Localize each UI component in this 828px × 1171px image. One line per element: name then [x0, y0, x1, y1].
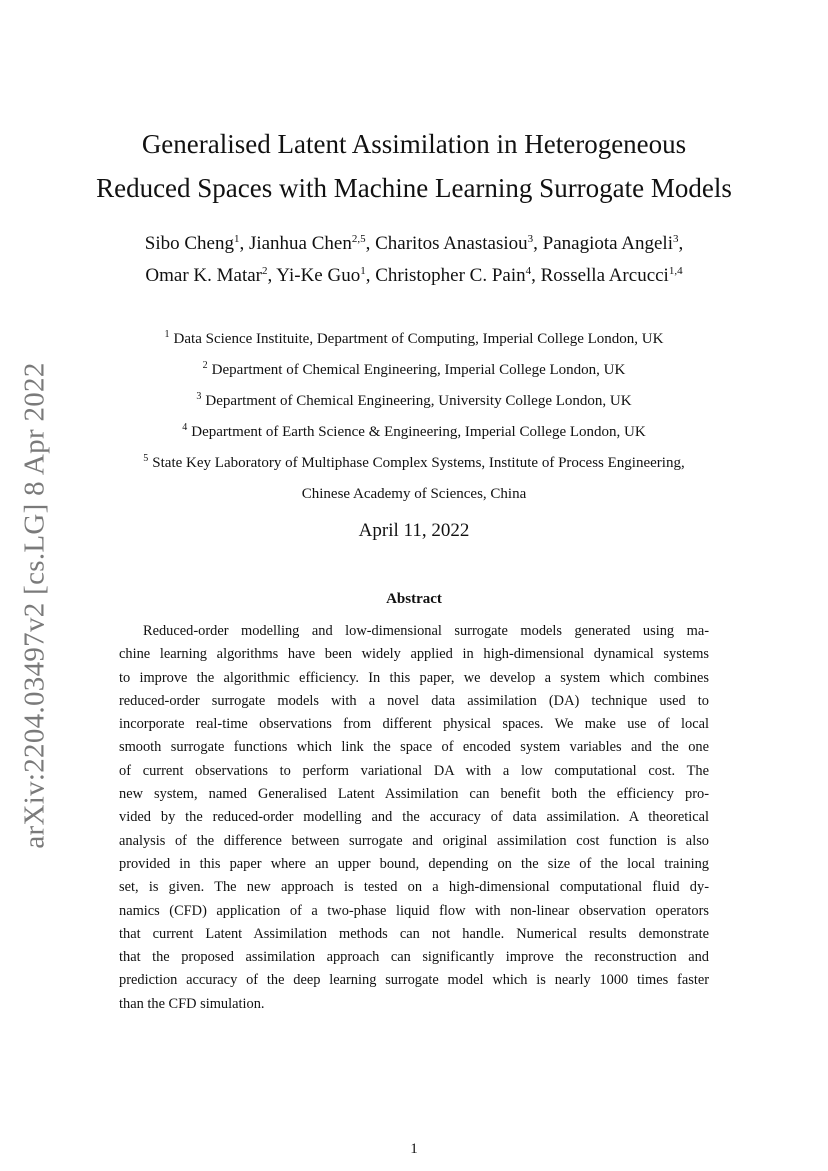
affiliation-number: 5	[143, 453, 149, 464]
page-number: 1	[410, 1141, 418, 1157]
author-separator: ,	[531, 265, 541, 286]
abstract-line: chine learning algorithms have been widely applied in high-dimensional dynamical systems	[119, 646, 709, 663]
affiliation-item-continuation	[0, 479, 828, 510]
author-name: Panagiota Angeli	[542, 233, 673, 254]
author-affiliation-mark: 4	[525, 265, 532, 277]
author-separator: ,	[533, 233, 543, 254]
author-separator: ,	[365, 265, 376, 286]
affiliation-item	[0, 355, 828, 386]
author-affiliation-mark: 2	[262, 265, 268, 277]
abstract-line: smooth surrogate functions which link the space of encoded system variables and the one	[119, 739, 709, 756]
author-affiliation-mark: 2,5	[351, 233, 366, 245]
author-separator: ,	[239, 233, 249, 254]
abstract-line: prediction accuracy of the deep learning surrogate model which is nearly 1000 times faster	[119, 972, 709, 989]
paper-title-line-1: Generalised Latent Assimilation in Heterogeneous	[141, 129, 687, 159]
abstract-line: to improve the algorithmic efficiency. In this paper, we develop a system which combines	[119, 669, 709, 686]
abstract-line: analysis of the difference between surrogate and original assimilation cost function is also	[119, 832, 709, 849]
abstract-line: that the proposed assimilation approach can significantly improve the reconstruction and	[119, 949, 709, 966]
author-name: Sibo Cheng	[144, 233, 234, 254]
paper-title	[0, 122, 828, 210]
paper-title-line-2: Reduced Spaces with Machine Learning Surrogate Models	[96, 173, 732, 203]
author-separator: ,	[267, 265, 277, 286]
affiliation-item	[0, 417, 828, 448]
author-affiliation-mark: 3	[527, 233, 534, 245]
arxiv-identifier-text: arXiv:2204.03497v2 [cs.LG] 8 Apr 2022	[18, 361, 51, 849]
abstract-line: new system, named Generalised Latent Assimilation can benefit both the efficiency pro-	[119, 786, 709, 803]
affiliation-text: Data Science Instituite, Department of Computing, Imperial College London, UK	[173, 331, 664, 347]
abstract-line: vided by the reduced-order modelling and the accuracy of data assimilation. A theoretical	[119, 809, 709, 826]
author-name: Omar K. Matar	[145, 265, 262, 286]
affiliation-item	[0, 386, 828, 417]
author-separator: ,	[365, 233, 376, 254]
affiliation-text: Chinese Academy of Sciences, China	[301, 486, 527, 502]
author-name: Charitos Anastasiou	[375, 233, 528, 254]
abstract-heading: Abstract	[386, 591, 442, 607]
author-name: Rossella Arcucci	[540, 265, 669, 286]
affiliation-item	[0, 448, 828, 479]
affiliation-number: 4	[182, 422, 188, 433]
affiliation-text: Department of Chemical Engineering, Imperial College London, UK	[211, 362, 626, 378]
affiliation-item	[0, 324, 828, 355]
author-list	[0, 228, 828, 292]
abstract-line: Reduced-order modelling and low-dimensional surrogate models generated using ma-	[143, 623, 709, 639]
abstract-line: incorporate real-time observations from different physical spaces. We make use of local	[119, 716, 709, 733]
affiliation-text: Department of Chemical Engineering, University College London, UK	[205, 393, 632, 409]
publication-date: April 11, 2022	[358, 520, 470, 541]
author-line-1	[0, 228, 828, 260]
author-separator: ,	[678, 233, 684, 254]
abstract-line: provided in this paper where an upper bound, depending on the size of the local training	[119, 855, 709, 872]
abstract-line: reduced-order surrogate models with a novel data assimilation (DA) technique used to	[119, 692, 709, 709]
author-affiliation-mark: 1	[360, 265, 366, 277]
author-affiliation-mark: 3	[672, 233, 679, 245]
abstract-line: namics (CFD) application of a two-phase liquid flow with non-linear observation operators	[119, 902, 709, 919]
affiliation-number: 2	[202, 360, 208, 371]
author-line-2	[0, 260, 828, 292]
author-name: Yi-Ke Guo	[276, 265, 361, 286]
author-name: Jianhua Chen	[248, 233, 352, 254]
affiliation-text: Department of Earth Science & Engineering, Imperial College London, UK	[191, 424, 646, 440]
abstract-body	[119, 620, 709, 1016]
abstract-line: than the CFD simulation.	[119, 995, 265, 1012]
affiliation-number: 1	[164, 329, 170, 340]
affiliation-text: State Key Laboratory of Multiphase Complex Systems, Institute of Process Engineering,	[152, 455, 685, 471]
affiliation-list	[0, 324, 828, 510]
abstract-line: that current Latent Assimilation methods can not handle. Numerical results demonstrate	[119, 925, 709, 942]
author-affiliation-mark: 1	[233, 233, 240, 245]
affiliation-number: 3	[196, 391, 202, 402]
abstract-line: set, is given. The new approach is tested on a high-dimensional computational fluid dy-	[119, 879, 709, 896]
author-name: Christopher C. Pain	[375, 265, 526, 286]
abstract-line: of current observations to perform variational DA with a low computational cost. The	[119, 762, 709, 779]
author-affiliation-mark: 1,4	[668, 265, 683, 277]
